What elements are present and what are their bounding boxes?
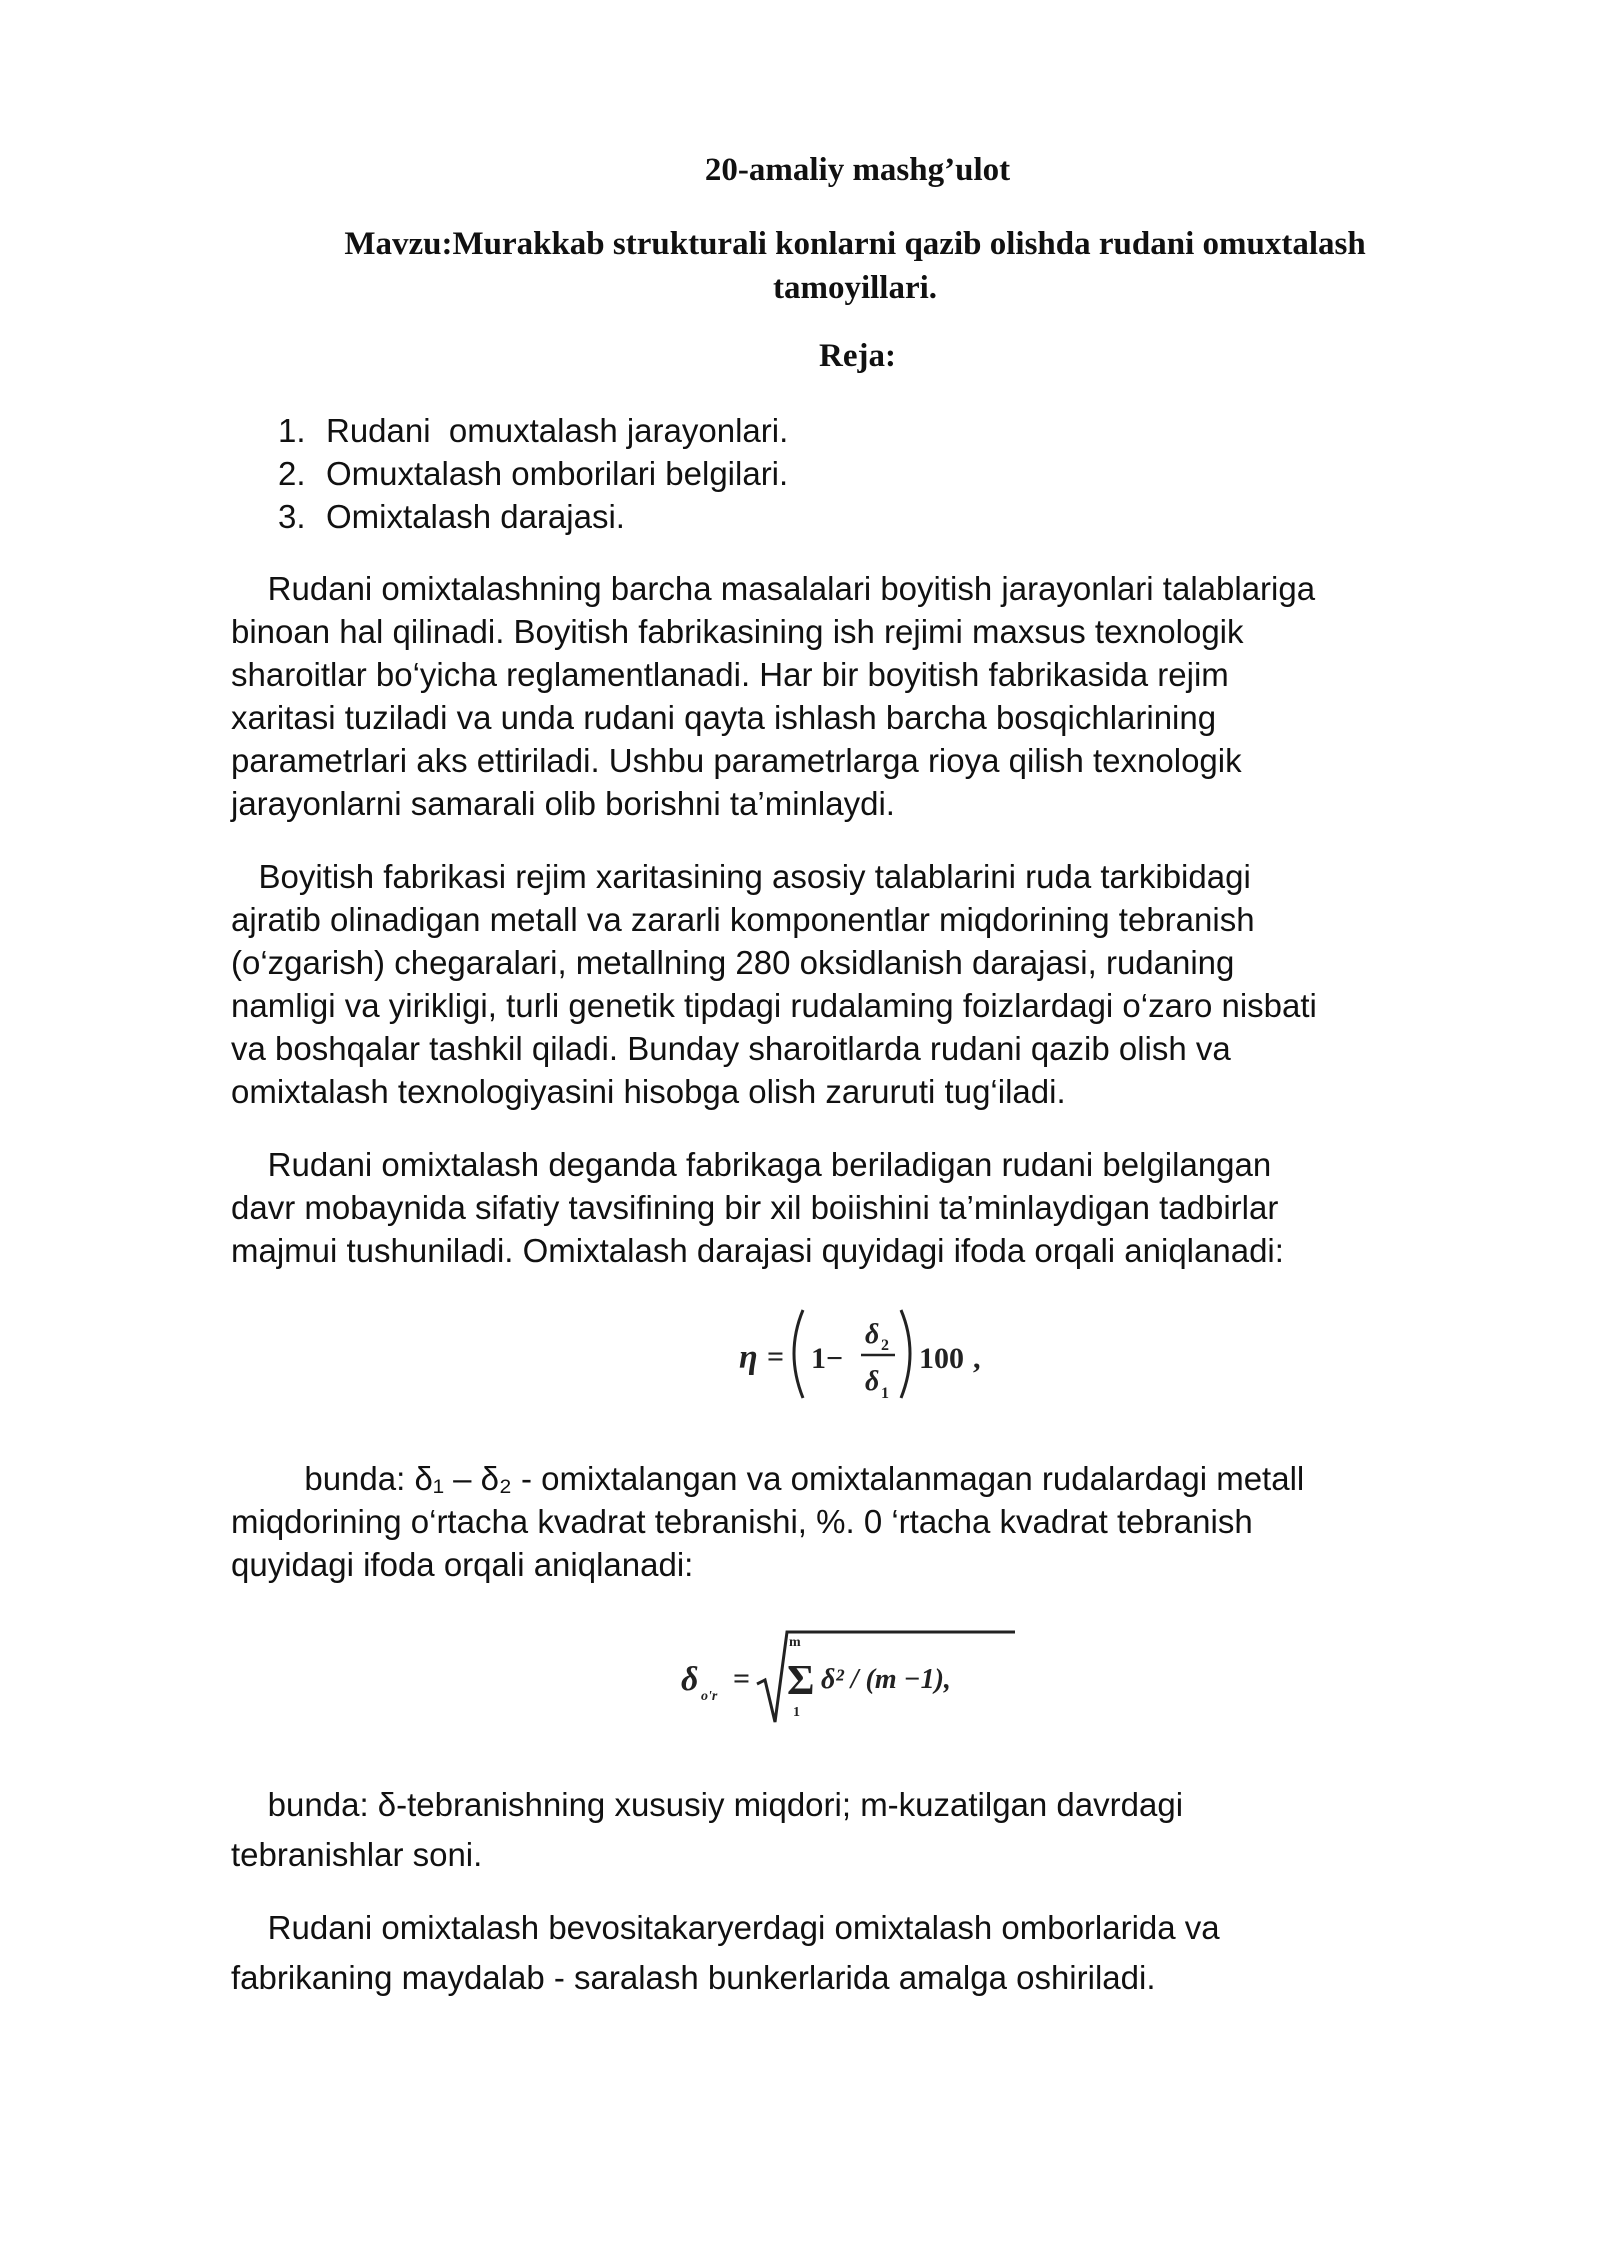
list-item-number: 2. (278, 455, 306, 492)
paragraph-line: omixtalash texnologiyasini hisobga olish zaruruti tug‘iladi. (231, 1073, 1066, 1110)
paragraph-line: va boshqalar tashkil qiladi. Bunday sharoitlarda rudani qazib olish va (231, 1030, 1231, 1067)
paragraph-3 (231, 1143, 1511, 1272)
formula-trail: , (973, 1342, 981, 1375)
paragraph-line: jarayonlarni samarali olib borishni ta’minlaydi. (231, 785, 895, 822)
paragraph-2 (231, 855, 1511, 1113)
paragraph-1 (231, 567, 1511, 825)
formula-body: δ² / (m −1), (821, 1664, 951, 1695)
paragraph-line: bunda: δ₁ – δ₂ - omixtalangan va omixtalanmagan rudalardagi metall (231, 1460, 1305, 1497)
paragraph-4 (231, 1457, 1511, 1586)
sum-lower-limit: 1 (793, 1705, 800, 1720)
topic-heading (255, 222, 1455, 310)
sum-symbol: Σ (787, 1658, 815, 1704)
page-title: 20-amaliy mashg’ulot (704, 152, 1011, 188)
formula-denominator-subscript: 1 (881, 1385, 889, 1402)
list-item-number: 3. (278, 498, 306, 535)
paragraph-line: ajratib olinadigan metall va zararli komponentlar miqdorining tebranish (231, 901, 1255, 938)
list-item-text: Omuxtalash omborilari belgilari. (326, 455, 789, 492)
paragraph-line: bunda: δ-tebranishning xususiy miqdori; m-kuzatilgan davrdagi (231, 1786, 1184, 1823)
formula-equals: = (733, 1662, 751, 1695)
paragraph-line: quyidagi ifoda orqali aniqlanadi: (231, 1546, 694, 1583)
plan-list (278, 409, 788, 538)
formula-numerator-subscript: 2 (881, 1337, 889, 1354)
paragraph-line: sharoitlar bo‘yicha reglamentlanadi. Har bir boyitish fabrikasida rejim (231, 656, 1229, 693)
paragraph-line: davr mobaynida sifatiy tavsifining bir xil boiishini ta’minlaydigan tadbirlar (231, 1189, 1279, 1226)
plan-heading: Reja: (819, 338, 896, 374)
formula-delta-symbol: δ (681, 1661, 699, 1698)
right-paren (901, 1310, 910, 1398)
paragraph-line: parametrlari aks ettiriladi. Ushbu parametrlarga rioya qilish texnologik (231, 742, 1242, 779)
list-item (278, 452, 788, 495)
list-item (278, 495, 788, 538)
paragraph-6 (231, 1903, 1511, 2003)
list-item-text: Rudani omuxtalash jarayonlari. (326, 412, 789, 449)
formula-eta-symbol: η (739, 1339, 758, 1376)
topic-line-1: Mavzu:Murakkab strukturali konlarni qazib olishda rudani omuxtalash (344, 226, 1366, 262)
paragraph-line: (o‘zgarish) chegaralari, metallning 280 oksidlanish darajasi, rudaning (231, 944, 1235, 981)
paragraph-5 (231, 1780, 1511, 1880)
topic-line-2: tamoyillari. (772, 270, 938, 306)
paragraph-line: xaritasi tuziladi va unda rudani qayta ishlash barcha bosqichlarining (231, 699, 1217, 736)
list-item-number: 1. (278, 412, 306, 449)
formula-numerator: δ (865, 1319, 880, 1350)
formula-delta-subscript: o'r (701, 1689, 718, 1704)
formula-equals: = (767, 1340, 785, 1373)
paragraph-line: binoan hal qilinadi. Boyitish fabrikasining ish rejimi maxsus texnologik (231, 613, 1244, 650)
paragraph-line: majmui tushuniladi. Omixtalash darajasi quyidagi ifoda orqali aniqlanadi: (231, 1232, 1284, 1269)
paragraph-line: Rudani omixtalash bevositakaryerdagi omixtalash omborlarida va (231, 1909, 1220, 1946)
paragraph-line: Rudani omixtalash deganda fabrikaga beriladigan rudani belgilangan (231, 1146, 1272, 1183)
list-item (278, 409, 788, 452)
paragraph-line: fabrikaning maydalab - saralash bunkerlarida amalga oshiriladi. (231, 1959, 1156, 1996)
paragraph-line: Rudani omixtalashning barcha masalalari boyitish jarayonlari talablariga (231, 570, 1316, 607)
list-item-text: Omixtalash darajasi. (326, 498, 625, 535)
paragraph-line: miqdorining o‘rtacha kvadrat tebranishi, %. 0 ‘rtacha kvadrat tebranish (231, 1503, 1253, 1540)
paragraph-line: tebranishlar soni. (231, 1836, 483, 1873)
formula-mixing-degree (735, 1288, 1015, 1418)
formula-factor: 100 (919, 1342, 964, 1375)
paragraph-line: namligi va yirikligi, turli genetik tipdagi rudalaming foizlardagi o‘zaro nisbati (231, 987, 1317, 1024)
paragraph-line: Boyitish fabrikasi rejim xaritasining asosiy talablarini ruda tarkibidagi (231, 858, 1251, 895)
formula-one-minus: 1− (811, 1342, 844, 1375)
formula-denominator: δ (865, 1366, 880, 1397)
formula-rms-deviation (675, 1612, 1035, 1742)
left-paren (794, 1310, 803, 1398)
sum-upper-limit: m (789, 1635, 801, 1650)
